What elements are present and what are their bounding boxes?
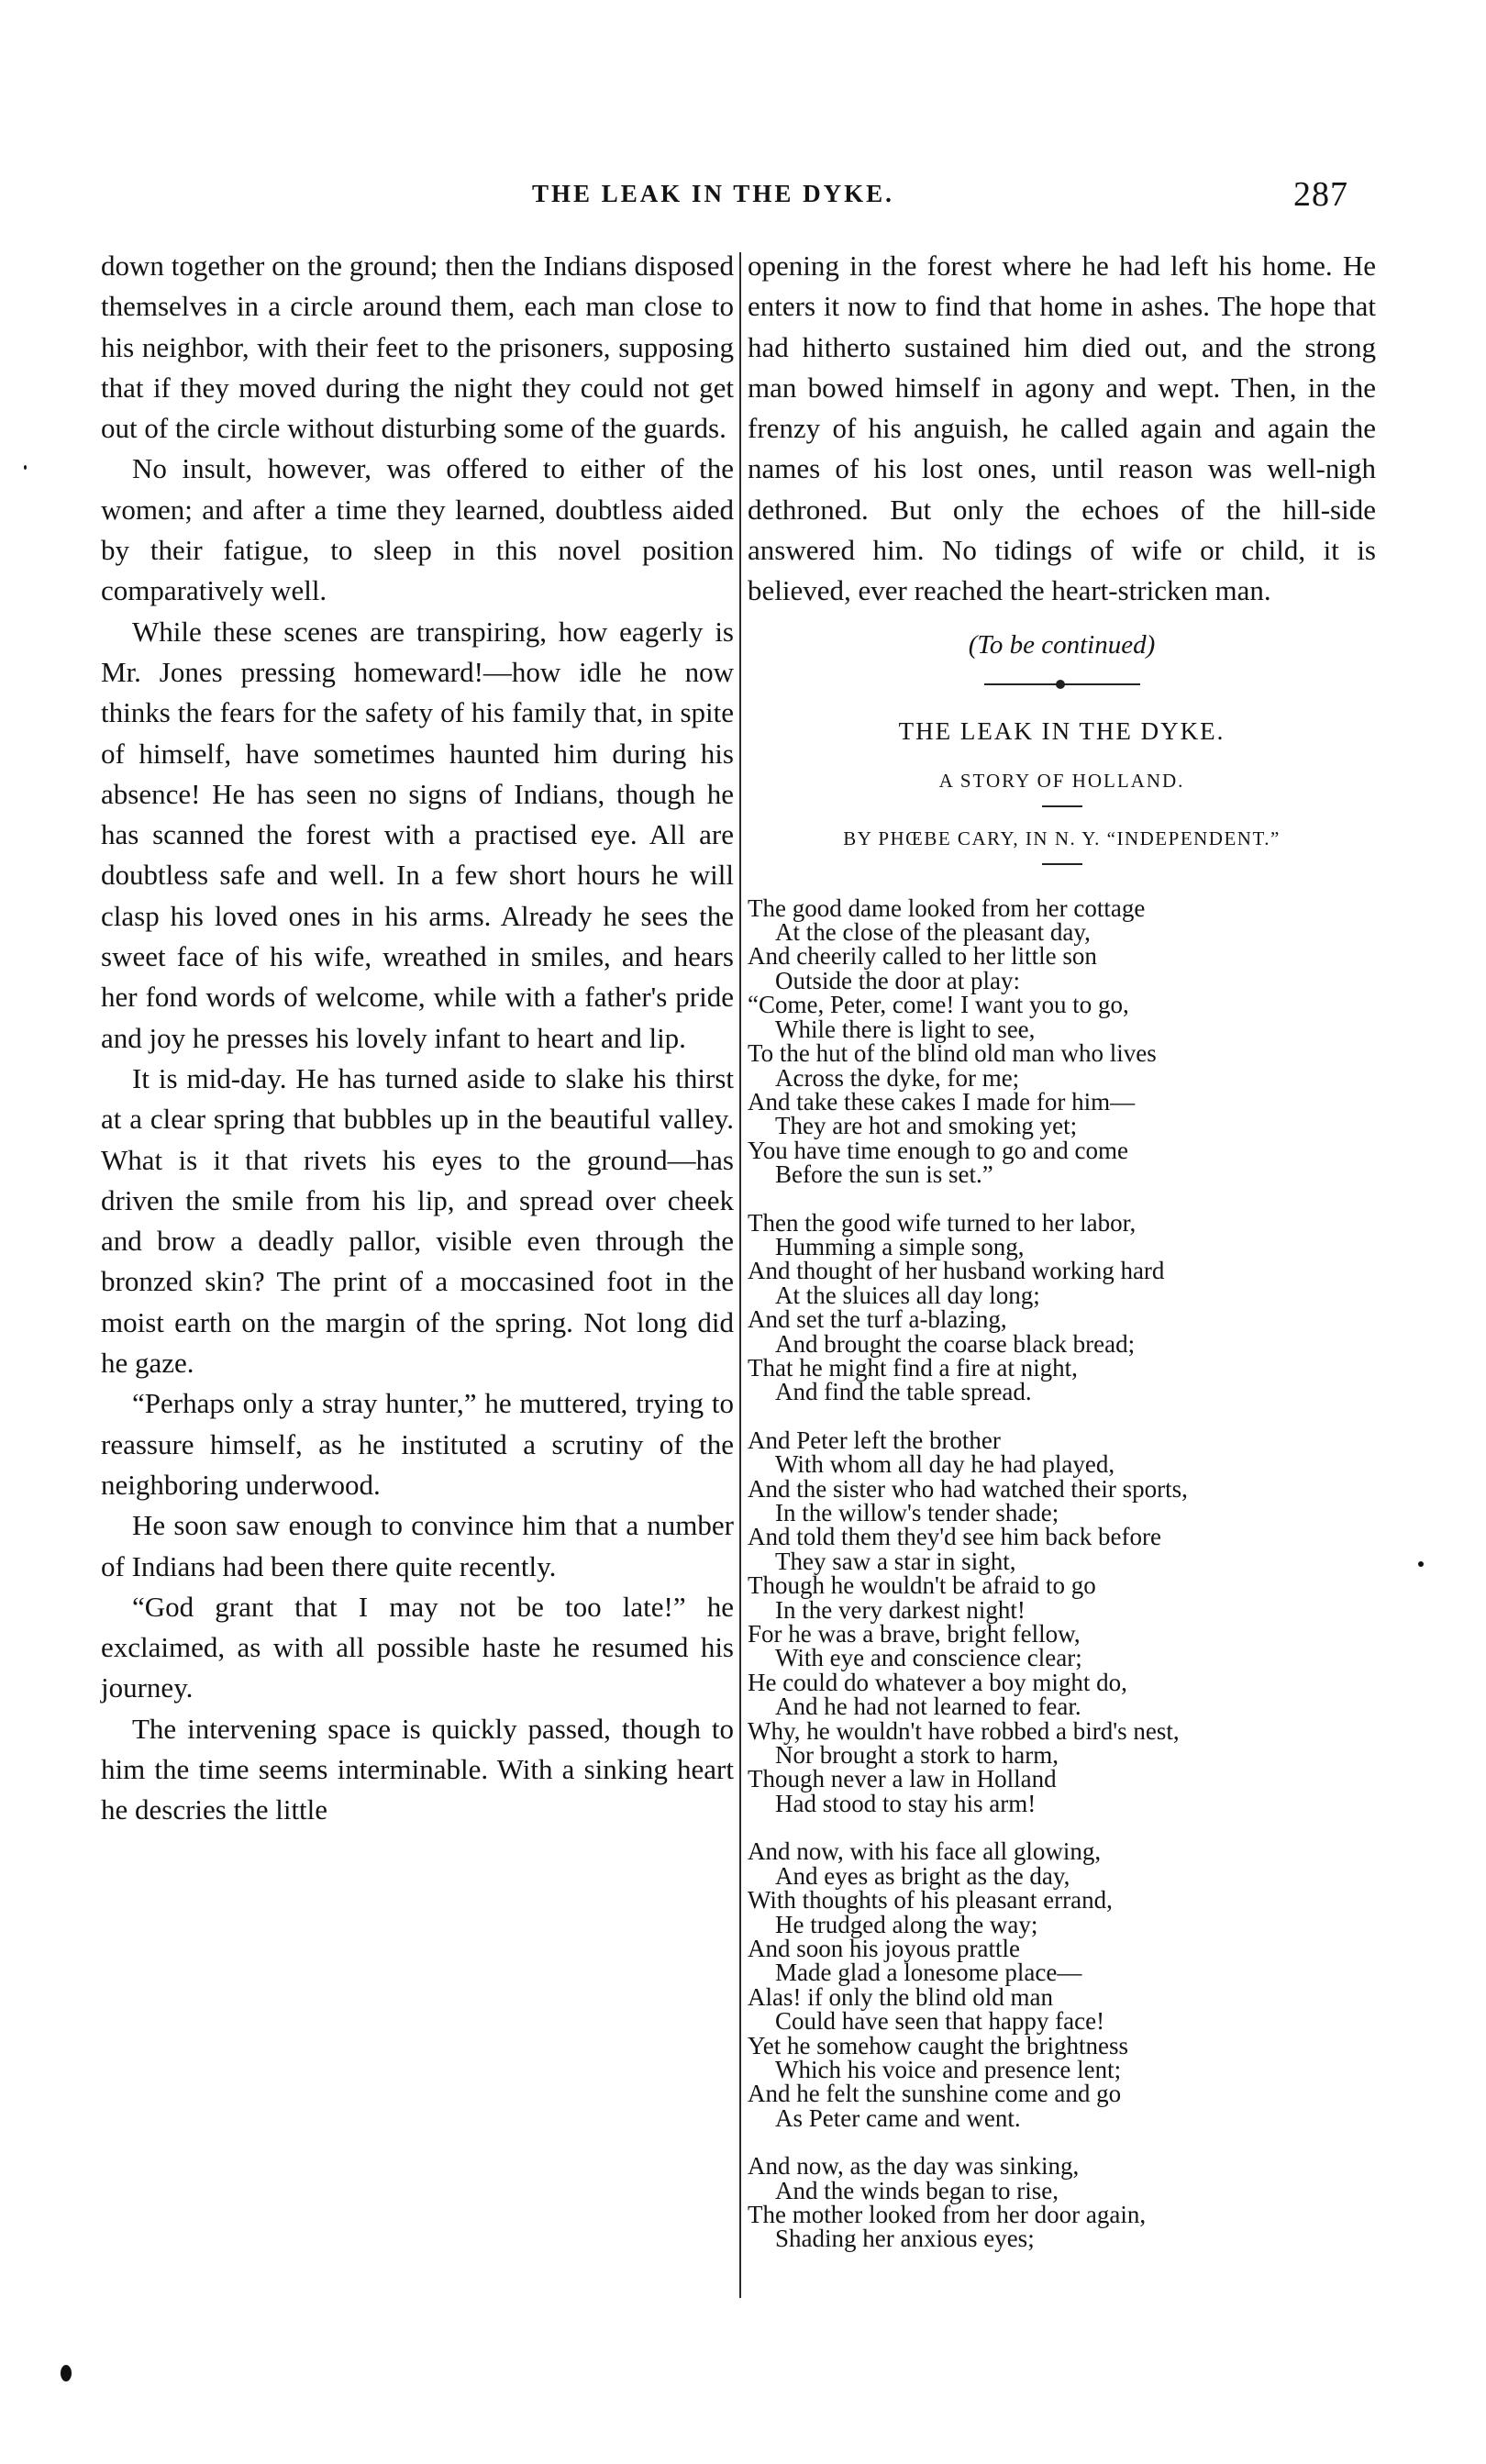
paragraph: “God grant that I may not be too late!” he exclaimed, as with all possible haste he resumed his journey. [101, 1590, 734, 1704]
poem-line: That he might find a fire at night, [748, 1353, 1078, 1382]
poem-line: At the sluices all day long; [775, 1281, 1040, 1309]
poem-line: And set the turf a-blazing, [748, 1305, 1007, 1334]
article-title: THE LEAK IN THE DYKE. [898, 716, 1225, 745]
poem-line: Humming a simple song, [775, 1232, 1025, 1260]
paragraph: opening in the forest where he had left his home. He enters it now to find that home in ashes. The hope that had hitherto sustained him died out, and the strong man bowed himself in agony and wept. Then, in the frenzy of his anguish, he called again and again the names of his lost ones, until reason was well-nigh dethroned. But only the echoes of the hill-side answered him. No tidings of wife or child, it is believed, ever reached the heart-stricken man. [748, 250, 1376, 607]
poem-line: Though never a law in Holland [748, 1765, 1057, 1793]
poem-line: At the close of the pleasant day, [775, 918, 1091, 947]
poem-line: They are hot and smoking yet; [775, 1112, 1078, 1140]
poem-line: Shading her anxious eyes; [775, 2225, 1035, 2253]
poem-line: And Peter left the brother [748, 1426, 1001, 1454]
poem-line: Made glad a lonesome place— [775, 1959, 1082, 1987]
section-ornament [984, 677, 1140, 692]
poem-line: And soon his joyous prattle [748, 1934, 1020, 1962]
poem-line: And now, as the day was sinking, [748, 2152, 1080, 2181]
poem-line: Nor brought a stork to harm, [775, 1741, 1059, 1770]
paragraph: “Perhaps only a stray hunter,” he muttered, trying to reassure himself, as he instituted a scrutiny of the neighboring underwood. [101, 1387, 734, 1501]
poem-line: You have time enough to go and come [748, 1136, 1128, 1164]
poem-line: And the winds began to rise, [775, 2176, 1059, 2204]
poem-line: The mother looked from her door again, [748, 2200, 1147, 2228]
poem-line: And brought the coarse black bread; [775, 1329, 1136, 1358]
paragraph: No insult, however, was offered to either of the women; and after a time they learned, doubtless aided by their fatigue, to sleep in this novel position comparatively well. [101, 452, 734, 607]
poem-line: And thought of her husband working hard [748, 1257, 1165, 1285]
poem-line: And the sister who had watched their sports, [748, 1474, 1188, 1503]
poem-line: In the willow's tender shade; [775, 1499, 1059, 1527]
poem-line: And he had not learned to fear. [775, 1693, 1081, 1721]
print-speck [61, 2365, 72, 2381]
divider [1042, 805, 1082, 807]
poem-line: “Come, Peter, come! I want you to go, [748, 991, 1129, 1019]
poem-line: In the very darkest night! [775, 1595, 1026, 1624]
poem-line: And take these cakes I made for him— [748, 1087, 1136, 1115]
running-head: THE LEAK IN THE DYKE. [532, 180, 894, 207]
to-be-continued-note: (To be continued) [968, 629, 1156, 660]
poem-line: Across the dyke, for me; [775, 1063, 1020, 1092]
poem-line: Could have seen that happy face! [775, 2007, 1105, 2036]
print-speck [24, 465, 27, 470]
poem-line: And cheerily called to her little son [748, 942, 1097, 971]
poem-line: With eye and conscience clear; [775, 1644, 1082, 1672]
page-number: 287 [1293, 175, 1348, 214]
poem-line: While there is light to see, [775, 1015, 1036, 1043]
poem-line: And now, with his face all glowing, [748, 1837, 1102, 1866]
poem-stanza [748, 893, 1376, 1189]
poem-line: Had stood to stay his arm! [775, 1789, 1037, 1817]
poem-line: Outside the door at play: [775, 966, 1020, 994]
article-subtitle: A STORY OF HOLLAND. [938, 769, 1185, 792]
poem-line: They saw a star in sight, [775, 1547, 1016, 1575]
poem-line: Alas! if only the blind old man [748, 1982, 1053, 2011]
poem-stanza [748, 1208, 1376, 1406]
paragraph: down together on the ground; then the Indians disposed themselves in a circle around them, each man close to his neighbor, with their feet to the prisoners, supposing that if they moved during the night they could not get out of the circle without disturbing some of the guards. [101, 250, 734, 445]
poem-line: Before the sun is set.” [775, 1160, 993, 1189]
poem-line: He trudged along the way; [775, 1910, 1038, 1938]
paragraph: While these scenes are transpiring, how eagerly is Mr. Jones pressing homeward!—how idle he now thinks the fears for the safety of his family that, in spite of himself, have sometimes haunted him during his absence! He has seen no signs of Indians, though he has scanned the forest with a practised eye. All are doubtless safe and well. In a few short hours he will clasp his loved ones in his arms. Already he sees the sweet face of his wife, wreathed in smiles, and hears her fond words of welcome, while with a father's pride and joy he presses his lovely infant to heart and lip. [101, 615, 734, 1054]
poem [748, 893, 1376, 2253]
poem-line: Which his voice and presence lent; [775, 2055, 1122, 2083]
poem-line: With thoughts of his pleasant errand, [748, 1886, 1113, 1915]
poem-stanza [748, 1839, 1376, 2130]
paragraph: It is mid-day. He has turned aside to slake his thirst at a clear spring that bubbles up in the beautiful valley. What is it that rivets his eyes to the ground—has driven the smile from his lip, and spread over cheek and brow a deadly pallor, visible even through the bronzed skin? The print of a moccasined foot in the moist earth on the margin of the spring. Not long did he gaze. [101, 1061, 734, 1380]
poem-line: Though he wouldn't be afraid to go [748, 1571, 1096, 1600]
poem-line: And told them they'd see him back before [748, 1523, 1161, 1551]
poem-line: And find the table spread. [775, 1378, 1032, 1406]
right-column [748, 246, 1376, 2275]
poem-line: And he felt the sunshine come and go [748, 2080, 1122, 2108]
poem-line: With whom all day he had played, [775, 1450, 1115, 1479]
poem-line: To the hut of the blind old man who lives [748, 1039, 1157, 1068]
column-divider [739, 252, 741, 2298]
poem-line: As Peter came and went. [775, 2103, 1021, 2132]
poem-line: For he was a brave, bright fellow, [748, 1620, 1081, 1648]
poem-stanza [748, 1428, 1376, 1816]
divider [1042, 863, 1082, 865]
poem-line: And eyes as bright as the day, [775, 1861, 1070, 1890]
poem-line: He could do whatever a boy might do, [748, 1668, 1127, 1696]
poem-stanza [748, 2154, 1376, 2251]
poem-line: Then the good wife turned to her labor, [748, 1208, 1137, 1237]
paragraph: He soon saw enough to convince him that a number of Indians had been there quite recently. [101, 1509, 734, 1582]
poem-line: Yet he somehow caught the brightness [748, 2031, 1128, 2059]
byline: BY PHŒBE CARY, IN N. Y. “INDEPENDENT.” [843, 827, 1281, 849]
paragraph: The intervening space is quickly passed, though to him the time seems interminable. With a sinking heart he descries the little [101, 1712, 734, 1826]
poem-line: Why, he wouldn't have robbed a bird's nest, [748, 1716, 1180, 1745]
left-column [101, 246, 734, 1831]
poem-line: The good dame looked from her cottage [748, 893, 1146, 922]
print-speck [1418, 1561, 1424, 1567]
